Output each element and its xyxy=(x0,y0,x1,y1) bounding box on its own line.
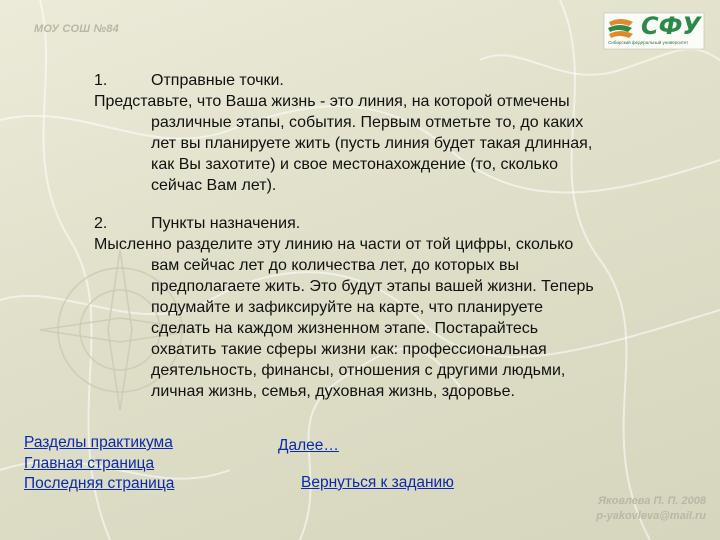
school-label: МОУ СОШ №84 xyxy=(34,23,119,35)
text-line: личная жизнь, семья, духовная жизнь, здоровье. xyxy=(151,383,515,400)
section2-first-line: Мысленно разделите эту линию на части от той цифры, сколько xyxy=(94,236,574,253)
last-page-link[interactable]: Последняя страница xyxy=(24,475,175,492)
section2-heading xyxy=(94,213,674,234)
section2-title: Пункты назначения. xyxy=(151,215,301,232)
section1-body xyxy=(94,112,674,196)
text-line: лет вы планируете жить (пусть линия будет такая длинная, xyxy=(151,135,593,152)
section2-number: 2. xyxy=(94,215,108,232)
section2-body xyxy=(94,255,674,402)
sections-link[interactable]: Разделы практикума xyxy=(24,434,173,451)
section1-first-line: Представьте, что Ваша жизнь - это линия, на которой отмечены xyxy=(94,93,570,110)
logo-text: СФУ xyxy=(641,12,701,40)
text-line: предполагаете жить. Это будут этапы вашей жизни. Теперь xyxy=(151,278,594,295)
text-line: подумайте и зафиксируйте на карте, что планируете xyxy=(151,299,544,316)
nav-links xyxy=(24,433,174,495)
section1-number: 1. xyxy=(94,72,108,89)
next-link[interactable]: Далее… xyxy=(278,437,339,454)
home-link[interactable]: Главная страница xyxy=(24,454,155,472)
text-line: как Вы захотите) и свое местонахождение (то, сколько xyxy=(151,156,558,173)
back-to-task-link[interactable]: Вернуться к заданию xyxy=(301,474,454,491)
text-line: сделать на каждом жизненном этапе. Постарайтесь xyxy=(151,320,539,337)
main-content xyxy=(94,70,674,402)
text-line: различные этапы, события. Первым отметьте то, до каких xyxy=(151,114,584,131)
text-line: вам сейчас лет до количества лет, до которых вы xyxy=(151,257,520,274)
author-name: Яковлева П. П. 2008 xyxy=(598,495,706,507)
logo-subtitle: Сибирский федеральный университет xyxy=(608,40,689,45)
section1-heading xyxy=(94,70,674,91)
text-line: сейчас Вам лет). xyxy=(151,177,277,194)
section1-title: Отправные точки. xyxy=(151,72,284,89)
text-line: деятельность, финансы, отношения с другими людьми, xyxy=(151,362,566,379)
author-email: p-yakovleva@mail.ru xyxy=(596,510,706,522)
author-info xyxy=(596,494,706,524)
text-line: охватить такие сферы жизни как: профессиональная xyxy=(151,341,547,358)
